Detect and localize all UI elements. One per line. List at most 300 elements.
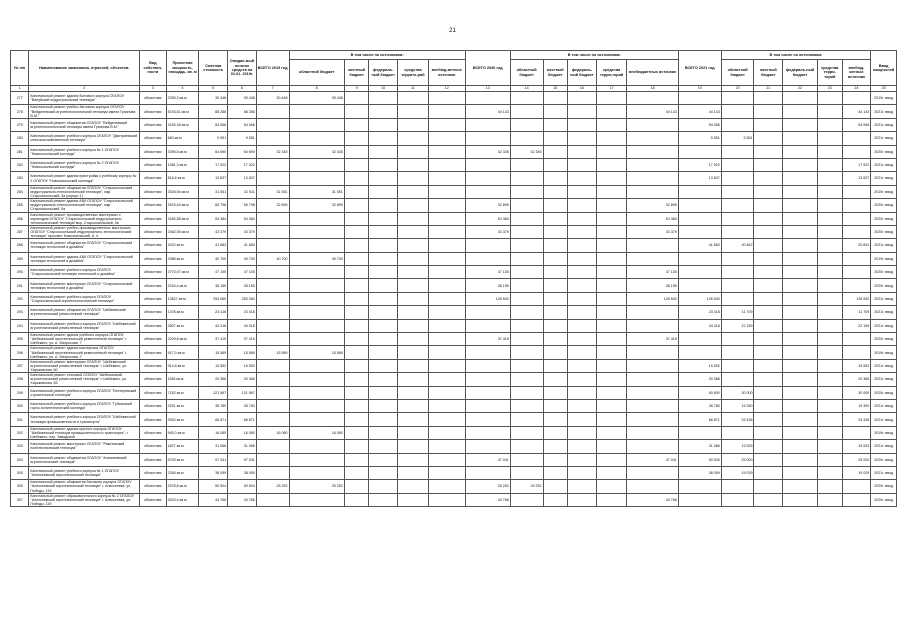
- table-cell: [256, 413, 289, 426]
- table-cell: 25 000: [721, 453, 754, 466]
- table-cell: [543, 105, 568, 118]
- table-cell: 44 143: [465, 105, 510, 118]
- table-cell: 32 899: [627, 199, 678, 212]
- table-cell: [754, 145, 783, 158]
- table-cell: 2019г. ввод: [871, 185, 897, 198]
- table-cell: 38 155: [228, 279, 257, 292]
- table-cell: [817, 145, 842, 158]
- table-cell: 30 448: [199, 92, 228, 105]
- table-cell: областная: [140, 212, 167, 225]
- table-cell: областная: [140, 145, 167, 158]
- table-cell: 2876,44 кв.м: [166, 199, 199, 212]
- table-cell: областная: [140, 306, 167, 319]
- table-cell: [754, 199, 783, 212]
- header-group-2019: В том числе по источникам:: [289, 51, 465, 60]
- table-cell: 2021г. ввод: [871, 440, 897, 453]
- table-cell: 38 780: [678, 399, 721, 412]
- table-cell: [754, 225, 783, 238]
- table-cell: [428, 225, 465, 238]
- table-cell: [428, 252, 465, 265]
- table-cell: [596, 373, 627, 386]
- table-cell: [256, 453, 289, 466]
- table-cell: областная: [140, 225, 167, 238]
- table-row: [11, 266, 897, 279]
- table-cell: [428, 279, 465, 292]
- header-src-regional-2020: областной бюджет: [510, 60, 543, 86]
- table-cell: 3395,5 кв.м: [166, 145, 199, 158]
- table-cell: [842, 266, 871, 279]
- table-cell: [627, 252, 678, 265]
- table-cell: 2021г. ввод: [871, 319, 897, 332]
- table-cell: [428, 292, 465, 305]
- table-cell: областная: [140, 426, 167, 439]
- table-cell: [721, 212, 754, 225]
- table-row: [11, 480, 897, 493]
- table-cell: [369, 373, 398, 386]
- table-cell: 41 683: [678, 239, 721, 252]
- table-cell: [344, 158, 369, 171]
- table-cell: 41 683: [228, 239, 257, 252]
- table-cell: [344, 105, 369, 118]
- table-cell: 2020г. ввод: [871, 199, 897, 212]
- table-cell: 30 448: [256, 92, 289, 105]
- table-cell: [428, 132, 465, 145]
- table-cell: [428, 145, 465, 158]
- table-cell: [754, 319, 783, 332]
- table-cell: [289, 292, 344, 305]
- table-cell: 20 842: [721, 239, 754, 252]
- table-cell: [543, 252, 568, 265]
- table-cell: [817, 373, 842, 386]
- table-cell: [568, 333, 597, 346]
- table-cell: [344, 333, 369, 346]
- table-cell: [256, 212, 289, 225]
- table-cell: [344, 466, 369, 479]
- table-cell: [465, 440, 510, 453]
- table-cell: [783, 292, 818, 305]
- header-src-offbudget-2020: внебюджетных источник: [627, 60, 678, 86]
- table-cell: [510, 118, 543, 131]
- table-cell: [754, 346, 783, 359]
- table-cell: [627, 92, 678, 105]
- table-row: [11, 399, 897, 412]
- table-cell: 15 533: [842, 440, 871, 453]
- table-cell: [344, 199, 369, 212]
- table-cell: 25 252: [510, 480, 543, 493]
- table-cell: [678, 252, 721, 265]
- table-cell: 54 066: [228, 118, 257, 131]
- table-cell: областная: [140, 493, 167, 506]
- table-cell: [465, 92, 510, 105]
- table-cell: 54 384: [228, 212, 257, 225]
- table-cell: областная: [140, 105, 167, 118]
- table-cell: 2028,94 кв.м: [166, 185, 199, 198]
- table-cell: 285: [11, 199, 29, 212]
- table-cell: областная: [140, 466, 167, 479]
- table-cell: [369, 199, 398, 212]
- table-cell: [543, 185, 568, 198]
- table-row: [11, 92, 897, 105]
- table-cell: [543, 212, 568, 225]
- table-cell: [510, 399, 543, 412]
- table-cell: [596, 105, 627, 118]
- table-cell: [783, 279, 818, 292]
- table-cell: [783, 453, 818, 466]
- table-cell: 44 766: [465, 493, 510, 506]
- table-cell: [428, 172, 465, 185]
- table-row: [11, 252, 897, 265]
- table-cell: [289, 239, 344, 252]
- header-group-2020: В том числе по источникам:: [510, 51, 678, 60]
- table-cell: 9 551: [228, 132, 257, 145]
- table-row: [11, 386, 897, 399]
- table-cell: [783, 440, 818, 453]
- table-cell: 25 252: [465, 480, 510, 493]
- table-cell: [369, 225, 398, 238]
- header-num: № п/п: [11, 51, 29, 86]
- header-src-federal-2020: федераль-ный бюджет: [568, 60, 597, 86]
- table-cell: [596, 346, 627, 359]
- table-cell: [510, 199, 543, 212]
- table-cell: 290: [11, 266, 29, 279]
- table-cell: 47 041: [627, 453, 678, 466]
- table-cell: 54 066: [678, 118, 721, 131]
- table-cell: [754, 279, 783, 292]
- table-cell: 88 286: [199, 105, 228, 118]
- table-cell: [510, 426, 543, 439]
- table-cell: [543, 92, 568, 105]
- table-cell: 40 700: [228, 252, 257, 265]
- table-cell: 44 143: [627, 105, 678, 118]
- table-cell: [627, 306, 678, 319]
- object-name-cell: Капитальный ремонт учебно-бытового корпуса ОГАПОУ "Вейделевский агротехнологический техникум имени Грязнова В.М.": [29, 105, 140, 118]
- table-cell: [398, 399, 429, 412]
- table-cell: [783, 319, 818, 332]
- table-cell: [754, 426, 783, 439]
- header-src-local: местный бюджет: [344, 60, 369, 86]
- table-cell: [543, 346, 568, 359]
- table-cell: 13827 кв.м: [166, 292, 199, 305]
- table-cell: 20 366: [678, 373, 721, 386]
- table-cell: 11 709: [842, 306, 871, 319]
- column-index-cell: 18: [627, 86, 678, 92]
- table-cell: областная: [140, 373, 167, 386]
- table-cell: [568, 480, 597, 493]
- table-cell: [543, 239, 568, 252]
- table-row: [11, 212, 897, 225]
- table-cell: [465, 386, 510, 399]
- table-cell: 37 415: [199, 333, 228, 346]
- table-cell: [289, 413, 344, 426]
- header-src-federal-2021: федераль-ный бюджет: [783, 60, 818, 86]
- table-cell: 54 384: [465, 212, 510, 225]
- table-cell: [678, 480, 721, 493]
- table-cell: [754, 359, 783, 372]
- table-cell: [568, 292, 597, 305]
- table-cell: [369, 118, 398, 131]
- table-cell: [627, 440, 678, 453]
- table-cell: [510, 185, 543, 198]
- table-cell: 97 041: [228, 453, 257, 466]
- table-cell: [596, 172, 627, 185]
- table-cell: 2021г. ввод: [871, 306, 897, 319]
- table-cell: 2021г. ввод: [871, 466, 897, 479]
- table-cell: [842, 199, 871, 212]
- table-cell: [817, 453, 842, 466]
- table-cell: 2020г. ввод: [871, 225, 897, 238]
- table-cell: 15 552: [228, 359, 257, 372]
- table-cell: [627, 346, 678, 359]
- table-row: [11, 466, 897, 479]
- table-cell: [817, 199, 842, 212]
- table-cell: [721, 158, 754, 171]
- table-cell: [510, 440, 543, 453]
- table-cell: 2482,05 кв.м: [166, 225, 199, 238]
- table-cell: [543, 199, 568, 212]
- table-cell: [398, 319, 429, 332]
- object-name-cell: Капитальный ремонт мастерских ОГАПОУ "Старооскольский техникум технологий и дизайна": [29, 279, 140, 292]
- table-cell: [783, 333, 818, 346]
- object-name-cell: Капитальный ремонт мастерских ОГАПОУ "Шебекинский агротехнический ремесленный техникум" г. Шебекино, ул. Харьковская, 60: [29, 359, 140, 372]
- table-cell: [596, 426, 627, 439]
- table-cell: [289, 132, 344, 145]
- table-cell: [783, 225, 818, 238]
- table-cell: 44 143: [842, 105, 871, 118]
- table-cell: 31 066: [678, 440, 721, 453]
- object-name-cell: Капитальный ремонт здания АБК ОГАПОУ "Старооскольский техникум технологий и дизайна": [29, 252, 140, 265]
- table-cell: 293: [11, 306, 29, 319]
- table-cell: [568, 399, 597, 412]
- table-cell: 47 105: [465, 266, 510, 279]
- table-cell: [596, 158, 627, 171]
- column-index-cell: 9: [344, 86, 369, 92]
- column-index-cell: 1: [11, 86, 29, 92]
- table-cell: [568, 453, 597, 466]
- table-cell: 3934 кв.м: [166, 413, 199, 426]
- table-cell: 65 798: [228, 199, 257, 212]
- table-cell: [369, 266, 398, 279]
- table-cell: [783, 266, 818, 279]
- table-cell: [256, 266, 289, 279]
- table-cell: [289, 212, 344, 225]
- table-cell: [398, 493, 429, 506]
- table-cell: областная: [140, 319, 167, 332]
- table-cell: [289, 172, 344, 185]
- table-cell: [543, 225, 568, 238]
- table-cell: [344, 359, 369, 372]
- table-cell: 304: [11, 453, 29, 466]
- table-cell: [369, 440, 398, 453]
- table-row: [11, 145, 897, 158]
- table-cell: [465, 185, 510, 198]
- table-cell: [344, 185, 369, 198]
- object-name-cell: Капитальный ремонт здания учебного корпуса ОГАПОУ "Шебекинский агротехнический ремесленный техникум" г. Шебекино, ул. А. Матросова, 7: [29, 333, 140, 346]
- table-cell: [398, 225, 429, 238]
- column-index-cell: 13: [465, 86, 510, 92]
- table-cell: 9 551: [199, 132, 228, 145]
- table-cell: [543, 399, 568, 412]
- table-cell: [398, 92, 429, 105]
- table-cell: [428, 212, 465, 225]
- table-cell: 31 551: [289, 185, 344, 198]
- table-cell: [783, 118, 818, 131]
- table-cell: [678, 225, 721, 238]
- object-name-cell: Капитальный ремонт общежития ОГАПОУ "Шебекинский агротехнический ремесленный техникум": [29, 306, 140, 319]
- table-cell: [817, 359, 842, 372]
- table-cell: [256, 158, 289, 171]
- table-cell: [678, 212, 721, 225]
- table-cell: [817, 426, 842, 439]
- table-cell: 25 252: [256, 480, 289, 493]
- table-cell: [543, 292, 568, 305]
- table-cell: 33 436: [721, 413, 754, 426]
- table-cell: 30 448: [289, 92, 344, 105]
- table-cell: [543, 266, 568, 279]
- table-cell: [344, 225, 369, 238]
- table-cell: 54 384: [627, 212, 678, 225]
- table-cell: 289: [11, 252, 29, 265]
- table-cell: областная: [140, 386, 167, 399]
- table-cell: [289, 453, 344, 466]
- table-cell: [256, 292, 289, 305]
- table-cell: [344, 413, 369, 426]
- table-cell: [721, 185, 754, 198]
- table-cell: 1081,3 кв.м: [166, 158, 199, 171]
- table-cell: [510, 132, 543, 145]
- table-cell: [428, 480, 465, 493]
- object-name-cell: Капитальный ремонт учебного корпуса ОГАПОУ "Старооскольский агротехнологический техникум": [29, 292, 140, 305]
- table-cell: [465, 346, 510, 359]
- table-cell: [543, 466, 568, 479]
- table-cell: [543, 172, 568, 185]
- table-cell: 32 345: [465, 145, 510, 158]
- table-cell: 2021г. ввод: [871, 359, 897, 372]
- table-cell: [568, 319, 597, 332]
- table-cell: [344, 132, 369, 145]
- table-cell: 287: [11, 225, 29, 238]
- table-cell: [596, 239, 627, 252]
- table-cell: 64 690: [199, 145, 228, 158]
- table-cell: [256, 105, 289, 118]
- table-cell: областная: [140, 279, 167, 292]
- table-cell: областная: [140, 266, 167, 279]
- table-cell: [510, 333, 543, 346]
- table-cell: [289, 266, 344, 279]
- table-cell: 64 690: [228, 145, 257, 158]
- table-cell: [596, 480, 627, 493]
- table-cell: [627, 118, 678, 131]
- table-cell: [465, 399, 510, 412]
- table-cell: 44 766: [627, 493, 678, 506]
- table-cell: 19 029: [842, 466, 871, 479]
- table-row: [11, 225, 897, 238]
- table-cell: [543, 413, 568, 426]
- table-cell: 286: [11, 212, 29, 225]
- table-cell: [783, 493, 818, 506]
- table-cell: [510, 172, 543, 185]
- table-cell: [721, 292, 754, 305]
- table-cell: 279: [11, 118, 29, 131]
- table-cell: 43 379: [465, 225, 510, 238]
- table-cell: [344, 212, 369, 225]
- table-cell: [842, 480, 871, 493]
- table-cell: [568, 359, 597, 372]
- table-cell: [256, 239, 289, 252]
- table-cell: 2770,07 кв.м: [166, 266, 199, 279]
- table-cell: областная: [140, 132, 167, 145]
- table-cell: 32 345: [289, 145, 344, 158]
- table-cell: 13 837: [228, 172, 257, 185]
- table-cell: [783, 172, 818, 185]
- table-cell: [568, 225, 597, 238]
- header-type: Вид собствен-ности: [140, 51, 167, 86]
- table-cell: [369, 453, 398, 466]
- table-cell: 301: [11, 413, 29, 426]
- table-cell: [596, 333, 627, 346]
- table-cell: [543, 319, 568, 332]
- table-cell: 50 000: [678, 453, 721, 466]
- table-cell: [783, 306, 818, 319]
- table-cell: [678, 493, 721, 506]
- table-cell: [568, 279, 597, 292]
- table-cell: [344, 426, 369, 439]
- table-cell: [568, 306, 597, 319]
- table-cell: [344, 399, 369, 412]
- object-name-cell: Капитальный ремонт учебного корпуса ОГАПОУ "Шебекинский агротехнический ремесленный техникум": [29, 319, 140, 332]
- table-cell: 38 780: [199, 399, 228, 412]
- object-name-cell: Капитальный ремонт учебного корпуса ОГАПОУ "Бехтеревский строительный техникум": [29, 386, 140, 399]
- table-cell: [754, 466, 783, 479]
- table-cell: [543, 453, 568, 466]
- table-cell: [398, 359, 429, 372]
- table-cell: [510, 212, 543, 225]
- table-cell: [754, 333, 783, 346]
- table-cell: [543, 118, 568, 131]
- table-cell: 33 435: [842, 413, 871, 426]
- table-cell: 47 105: [627, 266, 678, 279]
- table-cell: [817, 105, 842, 118]
- table-cell: 2019г. ввод: [871, 346, 897, 359]
- table-cell: [369, 185, 398, 198]
- table-cell: [817, 333, 842, 346]
- table-cell: [817, 319, 842, 332]
- table-cell: 13 837: [678, 172, 721, 185]
- table-cell: [596, 225, 627, 238]
- column-index-cell: 12: [428, 86, 465, 92]
- table-cell: [369, 252, 398, 265]
- table-cell: [428, 105, 465, 118]
- table-cell: [428, 92, 465, 105]
- table-cell: 1196 кв.м: [166, 373, 199, 386]
- table-cell: [398, 199, 429, 212]
- table-cell: 2020г. ввод: [871, 493, 897, 506]
- table-cell: [596, 453, 627, 466]
- table-cell: [754, 172, 783, 185]
- table-cell: [369, 386, 398, 399]
- table-cell: [678, 92, 721, 105]
- table-cell: [783, 239, 818, 252]
- table-cell: 2345 кв.м: [166, 466, 199, 479]
- table-cell: [754, 132, 783, 145]
- table-cell: [568, 118, 597, 131]
- table-cell: 32 899: [465, 199, 510, 212]
- table-cell: 2020г. ввод: [871, 266, 897, 279]
- table-cell: [398, 172, 429, 185]
- table-cell: [678, 266, 721, 279]
- table-cell: [398, 306, 429, 319]
- table-cell: областная: [140, 158, 167, 171]
- object-name-cell: Капитальный ремонт учебного корпуса ОГАПОУ "Губкинский горно-политехнический колледж": [29, 399, 140, 412]
